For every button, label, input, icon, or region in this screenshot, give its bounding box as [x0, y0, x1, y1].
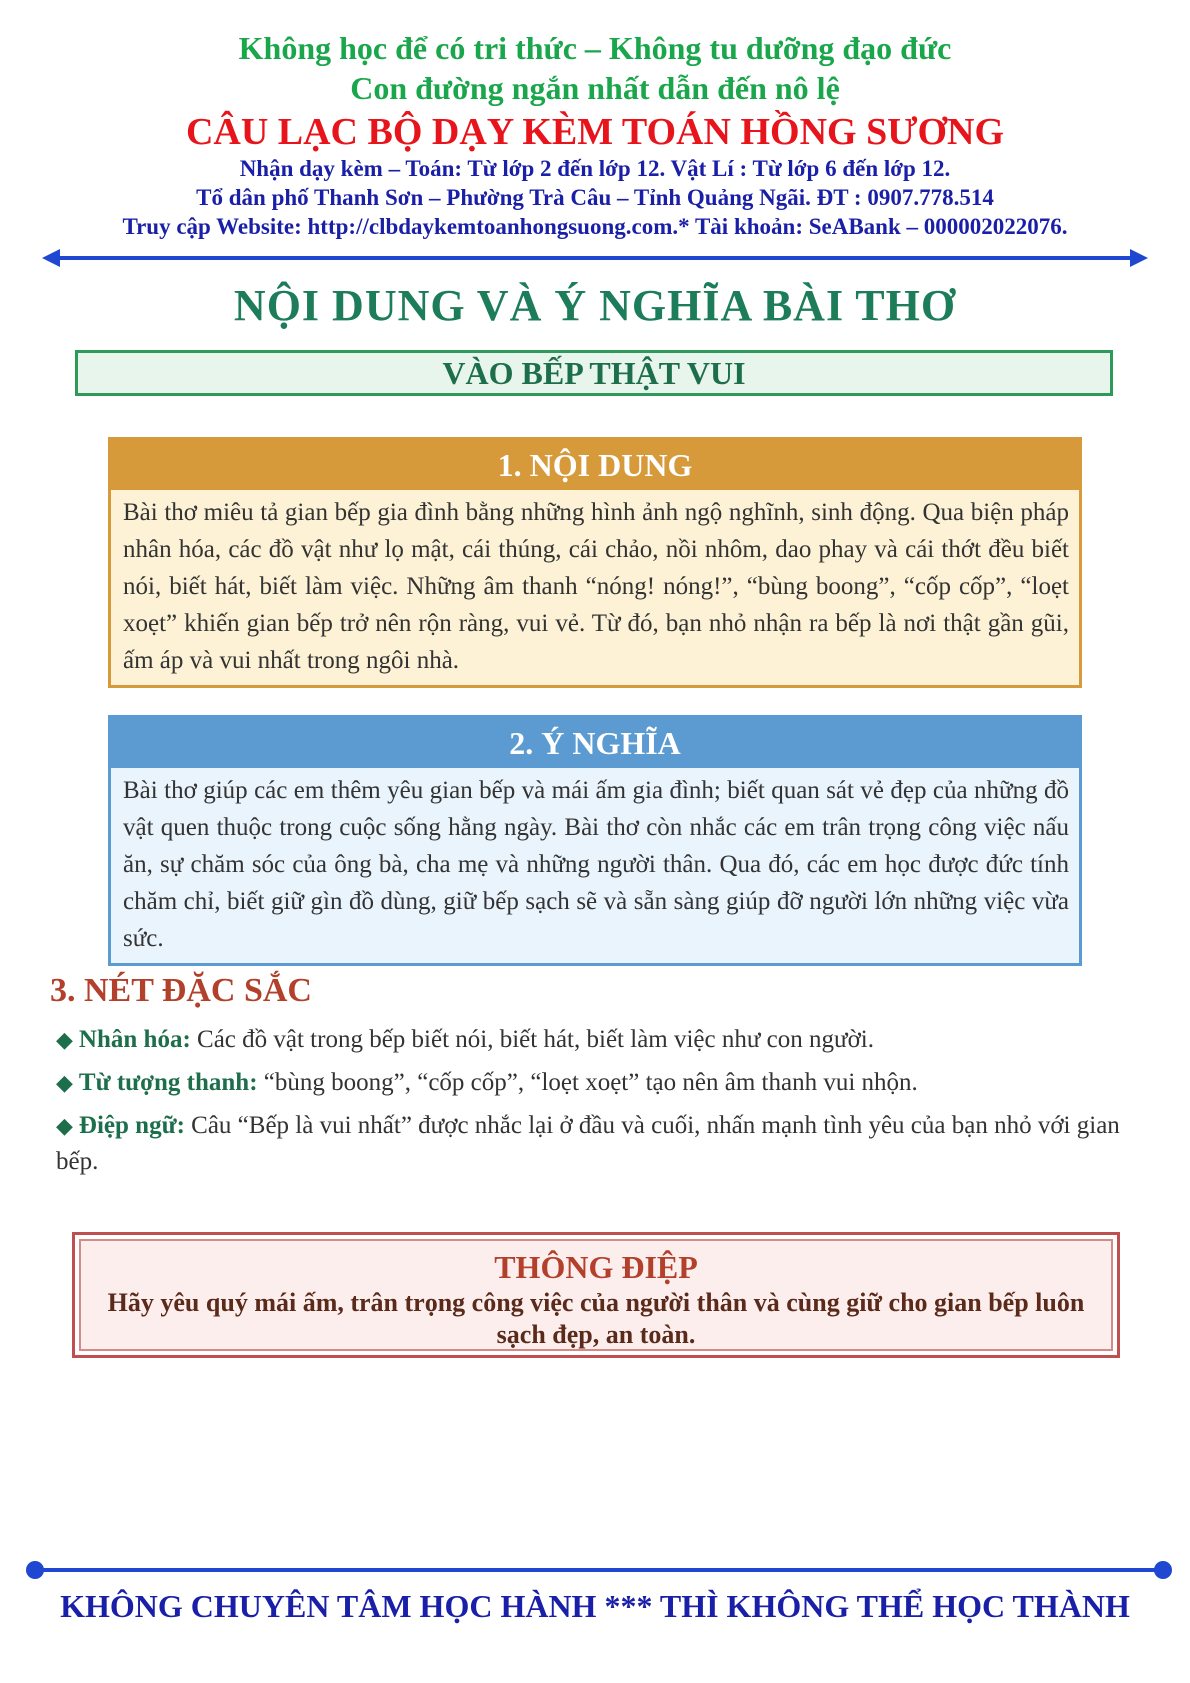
- meaning-card-text: Bài thơ giúp các em thêm yêu gian bếp và mái ấm gia đình; biết quan sát vẻ đẹp của những đồ vật quen thuộc trong cuộc sống hằng ngày. Bài thơ còn nhắc các em trân trọng công việc nấu ăn, sự chăm sóc của ông bà, cha mẹ và những người thân. Qua đó, các em học được đức tính chăm chỉ, biết giữ gìn đồ dùng, giữ bếp sạch sẽ và sẵn sàng giúp đỡ người lớn những việc vừa sức.: [123, 777, 1069, 952]
- header-motto-line1: Không học để có tri thức – Không tu dưỡng đạo đức: [238, 30, 952, 66]
- content-card: [108, 437, 1082, 688]
- club-name: CÂU LẠC BỘ DẠY KÈM TOÁN HỒNG SƯƠNG: [185, 111, 1005, 153]
- page-title: NỘI DUNG VÀ Ý NGHĨA BÀI THƠ: [233, 281, 957, 330]
- poem-title: VÀO BẾP THẬT VUI: [442, 355, 746, 391]
- diamond-bullet-icon: ◆: [56, 1027, 73, 1052]
- header-info-line1: Nhận dạy kèm – Toán: Từ lớp 2 đến lớp 12. Vật Lí : Từ lớp 6 đến lớp 12.: [239, 156, 951, 181]
- message-title: THÔNG ĐIỆP: [494, 1249, 698, 1285]
- feature-label: Nhân hóa:: [78, 1026, 191, 1053]
- feature-text: “bùng boong”, “cốp cốp”, “loẹt xoẹt” tạo nên âm thanh vui nhộn.: [257, 1069, 918, 1096]
- message-box-inner: [79, 1239, 1113, 1351]
- page-header: [0, 28, 1190, 241]
- content-card-text: Bài thơ miêu tả gian bếp gia đình bằng những hình ảnh ngộ nghĩnh, sinh động. Qua biện pháp nhân hóa, các đồ vật như lọ mật, cái thúng, cái chảo, nồi nhôm, dao phay và cái thớt đều biết nói, biết hát, biết làm việc. Những âm thanh “nóng! nóng!”, “bùng boong”, “cốp cốp”, “loẹt xoẹt” khiến gian bếp trở nên rộn ràng, vui vẻ. Từ đó, bạn nhỏ nhận ra bếp là nơi thật gần gũi, ấm áp và vui nhất trong ngôi nhà.: [123, 499, 1069, 674]
- message-box: [72, 1232, 1120, 1358]
- header-info-line3: Truy cập Website: http://clbdaykemtoanhongsuong.com.* Tài khoản: SeABank – 000002022076.: [122, 214, 1068, 239]
- content-card-title: 1. NỘI DUNG: [111, 440, 1079, 490]
- footer-slogan: KHÔNG CHUYÊN TÂM HỌC HÀNH *** THÌ KHÔNG THỂ HỌC THÀNH: [60, 1588, 1130, 1624]
- diamond-bullet-icon: ◆: [56, 1113, 73, 1138]
- features-section-title: 3. NÉT ĐẶC SẮC: [50, 972, 312, 1009]
- feature-label: Từ tượng thanh:: [78, 1069, 258, 1096]
- message-text: Hãy yêu quý mái ấm, trân trọng công việc của người thân và cùng giữ cho gian bếp luôn sạch đẹp, an toàn.: [107, 1288, 1085, 1349]
- arrow-right-icon: [1130, 249, 1148, 267]
- dot-left-icon: [26, 1561, 44, 1579]
- feature-text: Câu “Bếp là vui nhất” được nhắc lại ở đầu và cuối, nhấn mạnh tình yêu của bạn nhỏ với gian bếp.: [56, 1112, 1120, 1175]
- dot-right-icon: [1154, 1561, 1172, 1579]
- poem-title-box: [75, 350, 1113, 396]
- arrow-left-icon: [42, 249, 60, 267]
- diamond-bullet-icon: ◆: [56, 1070, 73, 1095]
- meaning-card: [108, 715, 1082, 966]
- feature-item: [56, 1065, 1126, 1101]
- feature-item: [56, 1022, 1126, 1058]
- feature-label: Điệp ngữ:: [78, 1112, 185, 1139]
- feature-item: [56, 1108, 1126, 1180]
- header-info-line2: Tổ dân phố Thanh Sơn – Phường Trà Câu – Tỉnh Quảng Ngãi. ĐT : 0907.778.514: [196, 185, 994, 210]
- header-divider-arrow: [46, 256, 1144, 260]
- header-motto-line2: Con đường ngắn nhất dẫn đến nô lệ: [350, 70, 840, 106]
- footer-divider: [34, 1568, 1164, 1572]
- feature-text: Các đồ vật trong bếp biết nói, biết hát, biết làm việc như con người.: [190, 1026, 874, 1053]
- meaning-card-title: 2. Ý NGHĨA: [111, 718, 1079, 768]
